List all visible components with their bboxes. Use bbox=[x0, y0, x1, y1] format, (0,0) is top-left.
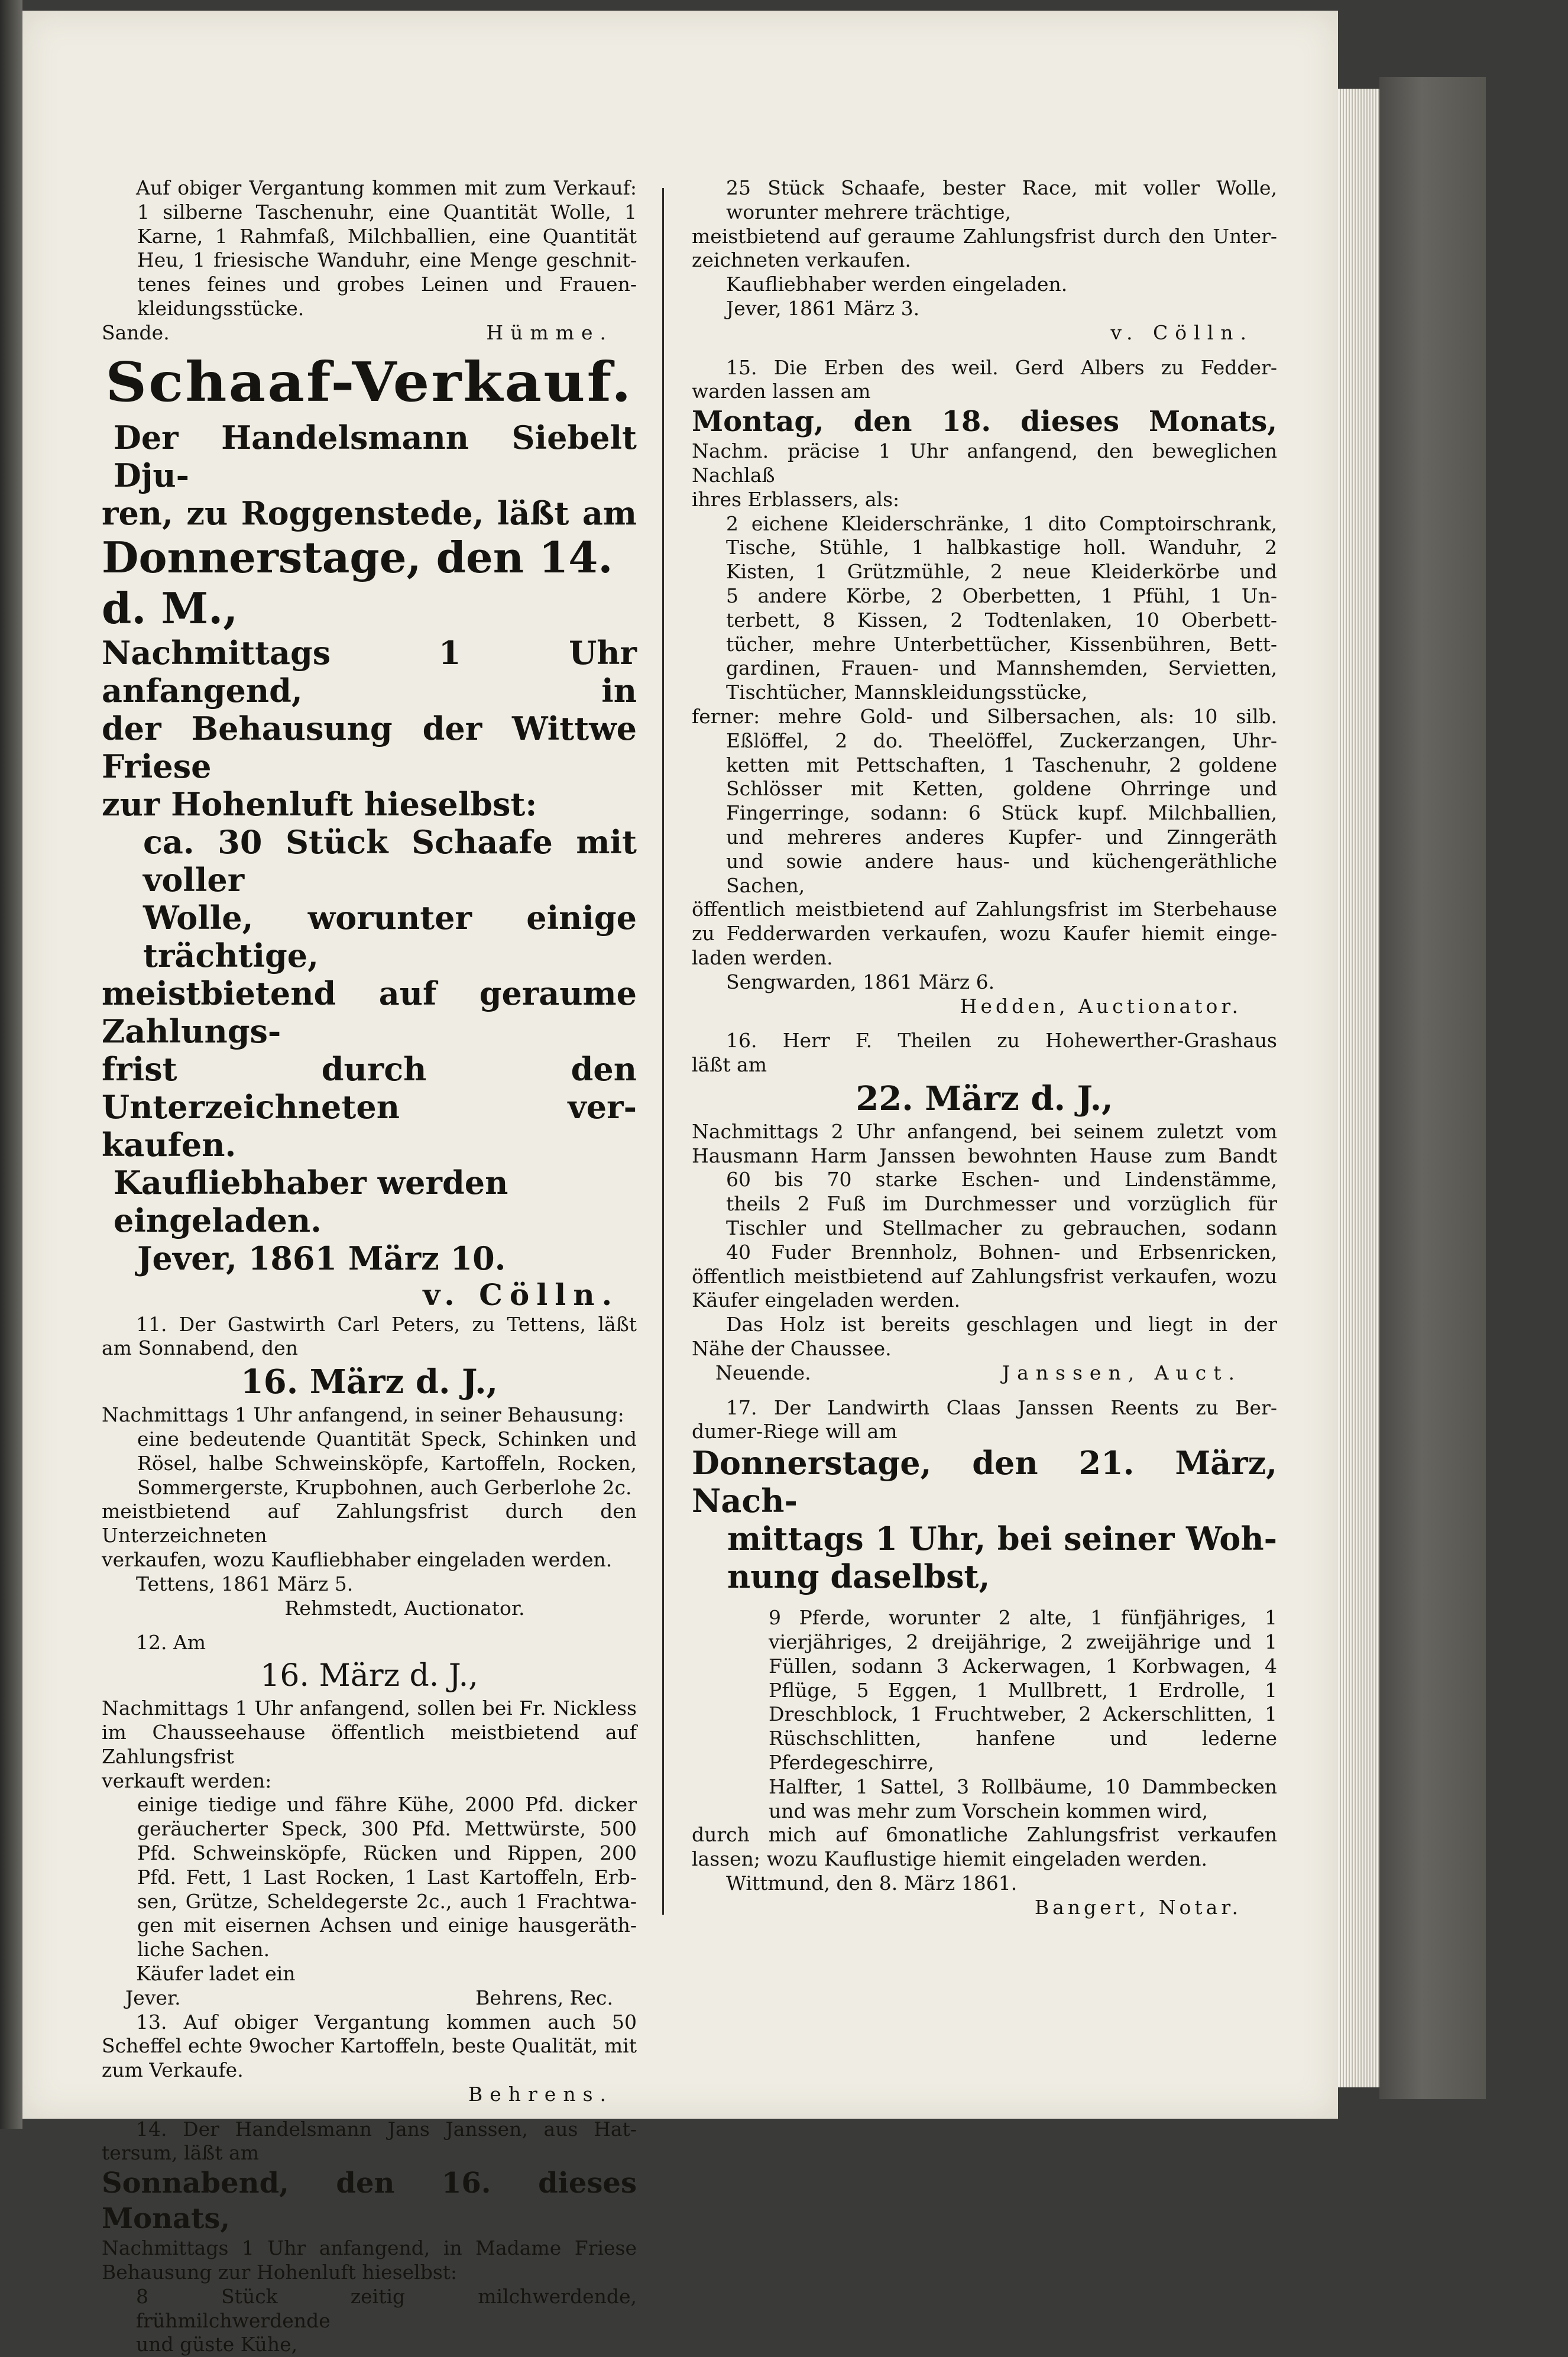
notice-12 bbox=[102, 1631, 637, 2010]
text-line: 16. Herr F. Theilen zu Hohewerther-Grashaus bbox=[726, 1029, 1277, 1053]
text-line: Käufer eingeladen werden. bbox=[692, 1288, 961, 1312]
place: Wittmund, den 8. März 1861. bbox=[726, 1872, 1018, 1895]
text-line: kleidungsstücke. bbox=[137, 296, 304, 320]
text-line: 5 andere Körbe, 2 Oberbetten, 1 Pfühl, 1 Un- bbox=[726, 584, 1277, 607]
notice-17 bbox=[692, 1396, 1277, 1920]
book-cover bbox=[1379, 77, 1486, 2099]
notice-14 bbox=[102, 2118, 637, 2357]
text-line: warden lassen am bbox=[692, 380, 871, 403]
text-line: Tische, Stühle, 1 halbkastige holl. Wanduhr, 2 bbox=[726, 536, 1277, 559]
text-line: 25 Stück Schaafe, bester Race, mit voller Wolle, bbox=[726, 176, 1277, 199]
notice-date: 16. März d. J., bbox=[240, 1362, 498, 1402]
notice-continued bbox=[692, 176, 1277, 345]
big-line: Wolle, worunter einige trächtige, bbox=[143, 898, 637, 974]
text-line: ketten mit Pettschaften, 1 Taschenuhr, 2 goldene bbox=[726, 753, 1277, 776]
text-line: zeichneten verkaufen. bbox=[692, 248, 911, 272]
place: Jever. bbox=[125, 1986, 181, 2009]
text-line: 40 Fuder Brennholz, Bohnen- und Erbsenricken, bbox=[726, 1240, 1277, 1264]
big-date: Donnerstage, den 14. d. M., bbox=[102, 532, 613, 633]
text-line: Behausung zur Hohenluft hieselbst: bbox=[102, 2261, 458, 2284]
big-line: Der Handelsmann Siebelt Dju- bbox=[114, 418, 637, 494]
big-line: kaufen. bbox=[102, 1125, 237, 1164]
text-line: terbett, 8 Kissen, 2 Todtenlaken, 10 Oberbett- bbox=[726, 608, 1277, 632]
text-line: Hausmann Harm Janssen bewohnten Hause zum Bandt bbox=[692, 1144, 1277, 1167]
text-line: Fingerringe, sodann: 6 Stück kupf. Milchballien, bbox=[726, 801, 1277, 825]
text-line: Nachmittags 1 Uhr anfangend, sollen bei Fr. Nickless bbox=[102, 1696, 637, 1720]
text-line: Pflüge, 5 Eggen, 1 Mullbrett, 1 Erdrolle, 1 bbox=[769, 1678, 1277, 1702]
text-line: Nachmittags 1 Uhr anfangend, in seiner Behausung: bbox=[102, 1403, 624, 1427]
text-line: 13. Auf obiger Vergantung kommen auch 50 bbox=[136, 2010, 637, 2034]
text-line: Halfter, 1 Sattel, 3 Rollbäume, 10 Dammbecken bbox=[769, 1775, 1277, 1798]
left-column bbox=[102, 176, 637, 2357]
signature: Rehmstedt, Auctionator. bbox=[284, 1596, 525, 1620]
text-line: Eßlöffel, 2 do. Theelöffel, Zuckerzangen, Uhr- bbox=[726, 729, 1277, 752]
text-line: Nachmittags 2 Uhr anfangend, bei seinem zuletzt vom bbox=[692, 1119, 1277, 1143]
text-line: öffentlich meistbietend auf Zahlungsfrist verkaufen, wozu bbox=[692, 1264, 1277, 1288]
signature-row bbox=[102, 321, 637, 345]
text-line: Käufer ladet ein bbox=[136, 1961, 296, 1985]
text-line: Rüschschlitten, hanfene und lederne Pferdegeschirre, bbox=[769, 1727, 1277, 1775]
big-line: nung daselbst, bbox=[727, 1558, 990, 1596]
text-line: lassen; wozu Kauflustige hiemit eingeladen werden. bbox=[692, 1847, 1207, 1871]
text-line: 60 bis 70 starke Eschen- und Lindenstämme, bbox=[726, 1168, 1277, 1192]
signature: Hümme. bbox=[486, 320, 613, 344]
facing-page-edge bbox=[0, 0, 22, 2129]
text-line: läßt am bbox=[692, 1053, 767, 1077]
big-line: ca. 30 Stück Schaafe mit voller bbox=[143, 823, 637, 899]
text-line: 11. Der Gastwirth Carl Peters, zu Tettens, läßt bbox=[136, 1312, 637, 1336]
notice-date: Sonnabend, den 16. dieses Monats, bbox=[102, 2167, 637, 2236]
text-line: 2 eichene Kleiderschränke, 1 dito Comptoirschrank, bbox=[726, 511, 1277, 535]
text-line: meistbietend auf Zahlungsfrist durch den Unterzeichneten bbox=[102, 1500, 637, 1547]
place: Jever, 1861 März 3. bbox=[726, 296, 920, 320]
signature-row bbox=[692, 1361, 1277, 1385]
text-line: meistbietend auf geraume Zahlungsfrist durch den Unter- bbox=[692, 224, 1277, 248]
signature: Behrens. bbox=[468, 2082, 613, 2106]
big-line: mittags 1 Uhr, bei seiner Woh- bbox=[727, 1520, 1277, 1558]
signature: v. Cölln. bbox=[423, 1277, 619, 1312]
text-line: theils 2 Fuß im Durchmesser und vorzüglich für bbox=[726, 1192, 1277, 1216]
intro-notice bbox=[102, 176, 637, 345]
text-line: Nähe der Chaussee. bbox=[692, 1337, 892, 1361]
text-line: gen mit eisernen Achsen und einige hausgeräth- bbox=[137, 1914, 637, 1937]
text-line: und güste Kühe, bbox=[136, 2333, 298, 2356]
signature: Bangert, Notar. bbox=[1034, 1895, 1242, 1919]
text-line: Auf obiger Vergantung kommen mit zum Verkauf: bbox=[136, 176, 637, 199]
text-line: vierjähriges, 2 dreijährige, 2 zweijährige und 1 bbox=[769, 1630, 1277, 1654]
text-line: 14. Der Handelsmann Jans Janssen, aus Hat- bbox=[136, 2117, 637, 2141]
place: Neuende. bbox=[715, 1361, 811, 1384]
signature: v. Cölln. bbox=[1110, 320, 1253, 344]
text-line: Nachm. präcise 1 Uhr anfangend, den beweglichen Nachlaß bbox=[692, 439, 1277, 487]
text-line: Karne, 1 Rahmfaß, Milchballien, eine Quantität bbox=[137, 224, 637, 248]
big-line: frist durch den Unterzeichneten ver- bbox=[102, 1050, 637, 1126]
text-line: sen, Grütze, Scheldegerste 2c., auch 1 Frachtwa- bbox=[137, 1889, 637, 1913]
text-line: 1 silberne Taschenuhr, eine Quantität Wolle, 1 bbox=[137, 200, 637, 224]
text-line: Sommergerste, Krupbohnen, auch Gerberlohe 2c. bbox=[137, 1475, 632, 1499]
text-line: Kisten, 1 Grützmühle, 2 neue Kleiderkörbe und bbox=[726, 560, 1277, 584]
text-line: Pfd. Schweinsköpfe, Rücken und Rippen, 200 bbox=[137, 1841, 637, 1864]
text-line: tenes feines und grobes Leinen und Frauen- bbox=[137, 273, 637, 296]
place: Sande. bbox=[102, 320, 170, 344]
text-line: und was mehr zum Vorschein kommen wird, bbox=[769, 1799, 1209, 1822]
signature-row bbox=[102, 1986, 637, 2010]
notice-date: 22. März d. J., bbox=[856, 1079, 1113, 1118]
place: Sengwarden, 1861 März 6. bbox=[726, 970, 995, 993]
big-line: zur Hohenluft hieselbst: bbox=[102, 785, 537, 823]
text-line: 8 Stück zeitig milchwerdende, frühmilchwerdende bbox=[136, 2284, 637, 2332]
text-line: Tischtücher, Mannskleidungsstücke, bbox=[726, 681, 1088, 704]
text-line: verkauft werden: bbox=[102, 1769, 272, 1792]
text-line: im Chausseehause öffentlich meistbietend auf Zahlungsfrist bbox=[102, 1720, 637, 1768]
text-line: einige tiedige und fähre Kühe, 2000 Pfd. dicker bbox=[137, 1793, 637, 1817]
signature: Behrens, Rec. bbox=[475, 1986, 613, 2009]
text-line: und sowie andere haus- und küchengeräthliche bbox=[726, 849, 1277, 873]
text-line: Rösel, halbe Schweinsköpfe, Kartoffeln, Rocken, bbox=[137, 1451, 637, 1475]
big-line: Donnerstage, den 21. März, Nach- bbox=[692, 1444, 1277, 1520]
big-line: Kaufliebhaber werden eingeladen. bbox=[114, 1163, 508, 1239]
text-line: worunter mehrere trächtige, bbox=[726, 200, 1012, 224]
notice-date: Montag, den 18. dieses Monats, bbox=[692, 405, 1277, 439]
notice-date: 16. März d. J., bbox=[260, 1658, 478, 1694]
big-line: Jever, 1861 März 10. bbox=[137, 1239, 506, 1277]
text-line: 12. Am bbox=[136, 1631, 206, 1655]
page-stack-edge bbox=[1338, 89, 1379, 2087]
text-line: Dreschblock, 1 Fruchtweber, 2 Ackerschlitten, 1 bbox=[769, 1702, 1277, 1726]
notice-15 bbox=[692, 356, 1277, 1019]
text-line: Pfd. Fett, 1 Last Rocken, 1 Last Kartoffeln, Erb- bbox=[137, 1865, 637, 1889]
text-line: 17. Der Landwirth Claas Janssen Reents zu Ber- bbox=[726, 1396, 1277, 1419]
text-line: Scheffel echte 9wocher Kartoffeln, beste Qualität, mit bbox=[102, 2034, 637, 2058]
notice-13 bbox=[102, 2010, 637, 2107]
text-line: am Sonnabend, den bbox=[102, 1336, 299, 1360]
text-line: geräucherter Speck, 300 Pfd. Mettwürste, 500 bbox=[137, 1817, 637, 1841]
place: Tettens, 1861 März 5. bbox=[136, 1572, 354, 1595]
text-line: durch mich auf 6monatliche Zahlungsfrist verkaufen bbox=[692, 1823, 1277, 1847]
text-line: Heu, 1 friesische Wanduhr, eine Menge geschnit- bbox=[137, 248, 637, 272]
big-line: der Behausung der Wittwe Friese bbox=[102, 709, 637, 785]
sheep-sale-notice bbox=[102, 419, 637, 1313]
text-line: gardinen, Frauen- und Mannshemden, Servietten, bbox=[726, 656, 1277, 680]
text-line: Nachmittags 1 Uhr anfangend, in Madame Friese bbox=[102, 2236, 637, 2260]
text-line: 9 Pferde, worunter 2 alte, 1 fünfjähriges, 1 bbox=[769, 1606, 1277, 1630]
text-line: öffentlich meistbietend auf Zahlungsfrist im Sterbehause bbox=[692, 898, 1277, 921]
right-column bbox=[692, 176, 1277, 1920]
text-line: tersum, läßt am bbox=[102, 2141, 260, 2165]
big-line: Nachmittags 1 Uhr anfangend, in bbox=[102, 633, 637, 710]
signature: Hedden, Auctionator. bbox=[960, 994, 1242, 1018]
text-line: 15. Die Erben des weil. Gerd Albers zu Fedder- bbox=[726, 355, 1277, 379]
signature: Janssen, Auct. bbox=[1002, 1361, 1242, 1384]
text-line: dumer-Riege will am bbox=[692, 1420, 898, 1443]
text-line: zu Fedderwarden verkaufen, wozu Kaufer hiemit einge- bbox=[692, 922, 1277, 946]
text-line: Tischler und Stellmacher zu gebrauchen, sodann bbox=[726, 1216, 1277, 1240]
text-line: Füllen, sodann 3 Ackerwagen, 1 Korbwagen, 4 bbox=[769, 1654, 1277, 1678]
text-line: zum Verkaufe. bbox=[102, 2058, 244, 2082]
headline: Schaaf-Verkauf. bbox=[105, 349, 633, 414]
text-line: eine bedeutende Quantität Speck, Schinken und bbox=[137, 1427, 637, 1451]
text-line: liche Sachen. bbox=[137, 1938, 270, 1961]
text-line: ferner: mehre Gold- und Silbersachen, als: 10 silb. bbox=[692, 704, 1277, 728]
text-line: ihres Erblassers, als: bbox=[692, 487, 900, 511]
text-line: Sachen, bbox=[726, 873, 805, 897]
text-line: und mehreres anderes Kupfer- und Zinngeräth bbox=[726, 825, 1277, 849]
big-line: meistbietend auf geraume Zahlungs- bbox=[102, 974, 637, 1050]
text-line: tücher, mehre Unterbettücher, Kissenbühren, Bett- bbox=[726, 632, 1277, 656]
text-line: Das Holz ist bereits geschlagen und liegt in der bbox=[726, 1313, 1277, 1336]
text-line: laden werden. bbox=[692, 946, 833, 969]
text-line: Kaufliebhaber werden eingeladen. bbox=[726, 273, 1068, 296]
notice-16 bbox=[692, 1029, 1277, 1385]
text-line: Schlösser mit Ketten, goldene Ohrringe und bbox=[726, 777, 1277, 801]
notice-11 bbox=[102, 1313, 637, 1621]
column-divider bbox=[662, 188, 664, 1915]
big-line: ren, zu Roggenstede, läßt am bbox=[102, 494, 637, 532]
text-line: verkaufen, wozu Kaufliebhaber eingeladen werden. bbox=[102, 1547, 613, 1571]
